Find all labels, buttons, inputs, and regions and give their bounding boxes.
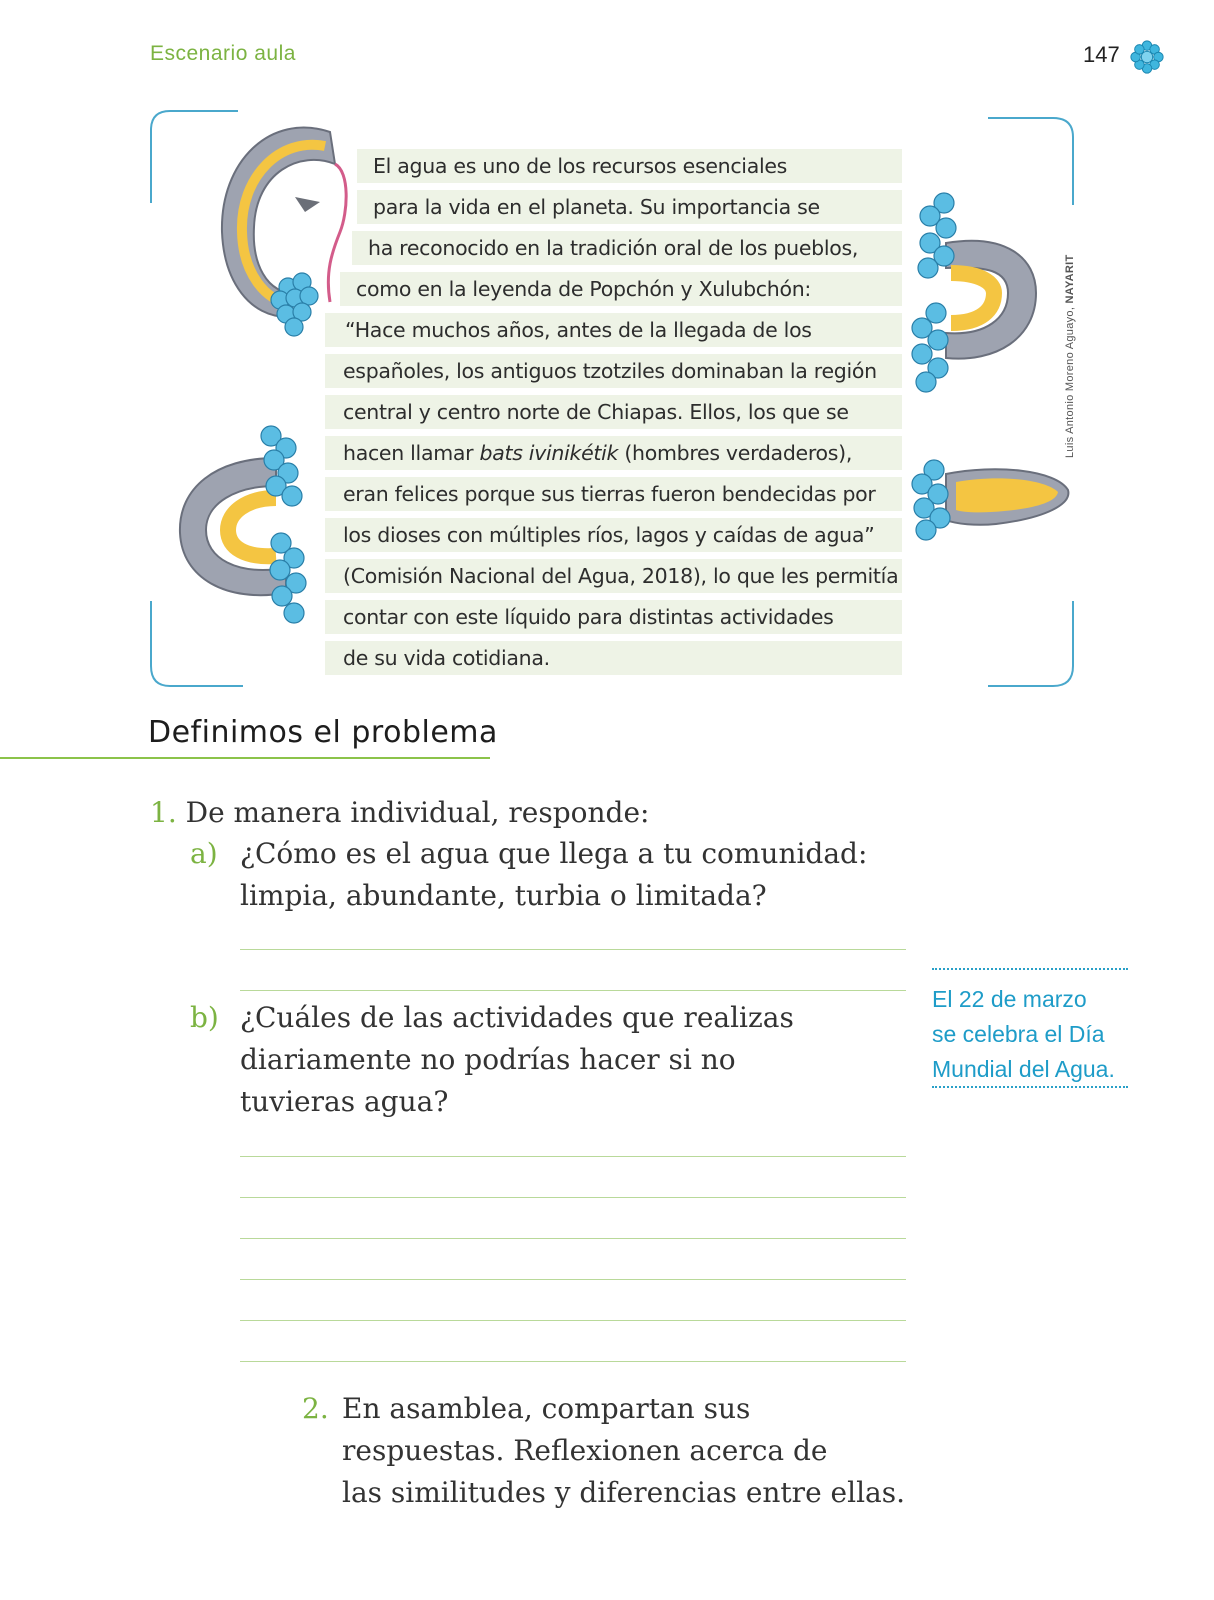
page-number: 147 [1083, 42, 1120, 67]
question-a-text: ¿Cómo es el agua que llega a tu comunidad: limpia, abundante, turbia o limitada? [240, 837, 868, 912]
answer-line[interactable] [240, 1238, 906, 1239]
reading-line: los dioses con múltiples ríos, lagos y caídas de agua” [325, 518, 902, 552]
serpent-tail-illustration [886, 452, 1076, 552]
fact-bottom-rule [932, 1086, 1128, 1088]
fact-text: El 22 de marzo se celebra el Día Mundial del Agua. [932, 986, 1115, 1082]
reading-line: (Comisión Nacional del Agua, 2018), lo que les permitía [325, 559, 902, 593]
question-b [190, 997, 219, 1039]
reading-line: para la vida en el planeta. Su importancia se [357, 190, 902, 224]
answer-line[interactable] [240, 1197, 906, 1198]
fact-top-rule [932, 968, 1128, 970]
reading-line: central y centro norte de Chiapas. Ellos, los que se [325, 395, 902, 429]
reading-line: ha reconocido en la tradición oral de los pueblos, [352, 231, 902, 265]
reading-line: de su vida cotidiana. [325, 641, 902, 675]
question-a [190, 833, 218, 875]
section-title: Definimos el problema [148, 715, 498, 750]
frame-bracket-bottom-right [985, 598, 1080, 693]
reading-line: españoles, los antiguos tzotziles dominaban la región [325, 354, 902, 388]
question-letter: b) [190, 1001, 219, 1034]
reading-line: hacen llamar bats ivinikétik (hombres verdaderos), [325, 436, 902, 470]
question-letter: a) [190, 837, 218, 870]
question-number: 2. [302, 1392, 329, 1425]
answer-line[interactable] [240, 1156, 906, 1157]
answer-line[interactable] [240, 949, 906, 950]
illustration-credit: Luis Antonio Moreno Aguayo, NAYARIT [1064, 254, 1076, 458]
question-1 [150, 792, 649, 834]
reading-line: “Hace muchos años, antes de la llegada de los [325, 313, 902, 347]
section-underline [0, 757, 490, 759]
question-2 [302, 1388, 329, 1430]
italic-term: bats ivinikétik [479, 441, 619, 465]
serpent-body-illustration-left [176, 418, 336, 633]
serpent-body-illustration-right [886, 188, 1046, 398]
answer-line[interactable] [240, 1320, 906, 1321]
reading-line: El agua es uno de los recursos esenciales [357, 149, 902, 183]
reading-line: eran felices porque sus tierras fueron bendecidas por [325, 477, 902, 511]
question-b-text: ¿Cuáles de las actividades que realizas diariamente no podrías hacer si no tuvieras agua? [240, 1001, 794, 1118]
answer-line[interactable] [240, 1279, 906, 1280]
section-header: Escenario aula [150, 42, 296, 65]
flower-logo-icon [1128, 38, 1166, 76]
question-text: De manera individual, responde: [185, 796, 650, 829]
question-number: 1. [150, 796, 177, 829]
answer-line[interactable] [240, 990, 906, 991]
question-2-text: En asamblea, compartan sus respuestas. Reflexionen acerca de las similitudes y diferencias entre ellas. [342, 1392, 905, 1509]
reading-line: contar con este líquido para distintas actividades [325, 600, 902, 634]
answer-line[interactable] [240, 1361, 906, 1362]
reading-line: como en la leyenda de Popchón y Xulubchón: [340, 272, 902, 306]
